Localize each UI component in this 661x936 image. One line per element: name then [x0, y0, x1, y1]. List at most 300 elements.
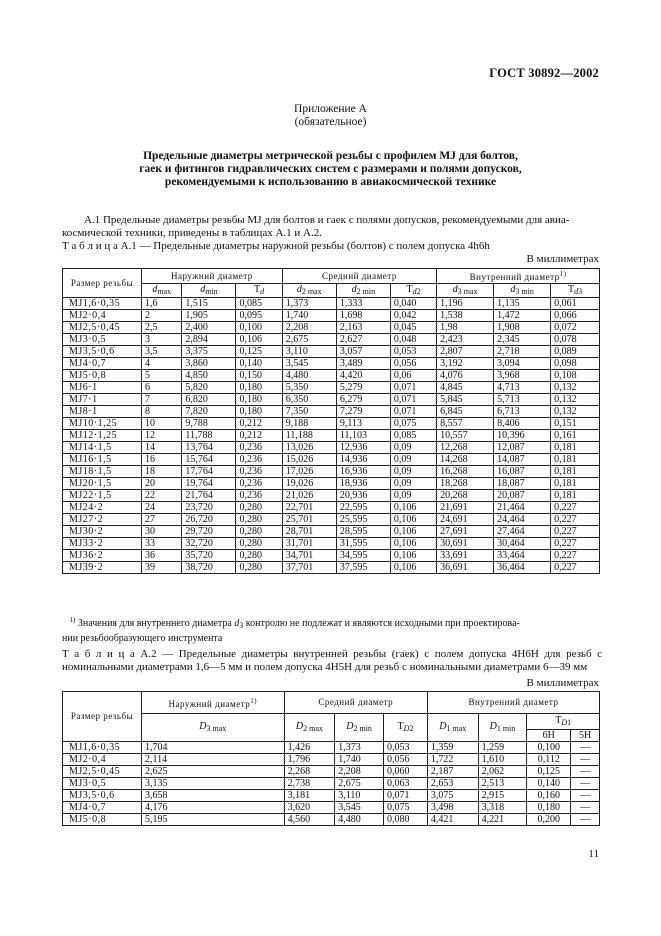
value-cell: 5,350: [282, 382, 336, 394]
col-td2: $T_{d2}$: [390, 284, 436, 298]
table-row: [63, 430, 600, 442]
value-cell: 31,595: [336, 538, 390, 550]
value-cell: —: [571, 790, 600, 802]
value-cell: 0,098: [551, 358, 600, 370]
value-cell: 14,087: [494, 454, 551, 466]
thread-size-cell: MJ3,5·0,6: [63, 790, 142, 802]
t2-col-size-header: Размер резьбы: [63, 692, 142, 742]
table-row: [63, 550, 600, 562]
value-cell: 33,691: [437, 550, 494, 562]
value-cell: 0,053: [390, 346, 436, 358]
value-cell: 5,845: [437, 394, 494, 406]
value-cell: 22,595: [336, 502, 390, 514]
value-cell: 7,350: [282, 406, 336, 418]
value-cell: 2,423: [437, 334, 494, 346]
value-cell: 0,236: [236, 442, 282, 454]
table-row: [63, 514, 600, 526]
table-row: [63, 298, 600, 310]
value-cell: 4,850: [182, 370, 236, 382]
value-cell: 2,400: [182, 322, 236, 334]
value-cell: 3,110: [282, 346, 336, 358]
value-cell: 3,5: [142, 346, 182, 358]
table-row: [63, 538, 600, 550]
value-cell: —: [571, 754, 600, 766]
value-cell: 6,350: [282, 394, 336, 406]
value-cell: 0,106: [390, 502, 436, 514]
thread-size-cell: MJ3,5·0,6: [63, 346, 142, 358]
t2-col-inner-header: Внутренний диаметр: [427, 692, 599, 714]
table1-units: В миллиметрах: [526, 253, 599, 265]
value-cell: 27,691: [437, 526, 494, 538]
value-cell: 0,280: [236, 526, 282, 538]
value-cell: 0,085: [236, 298, 282, 310]
value-cell: 0,227: [551, 538, 600, 550]
thread-size-cell: MJ6·1: [63, 382, 142, 394]
value-cell: 19,764: [182, 478, 236, 490]
intro-paragraph-line-2: космической техники, приведены в таблицах А.1 и А.2.: [62, 227, 322, 239]
value-cell: 2,5: [142, 322, 182, 334]
value-cell: 8,406: [494, 418, 551, 430]
value-cell: 3,375: [182, 346, 236, 358]
value-cell: 7,820: [182, 406, 236, 418]
thread-size-cell: MJ24·2: [63, 502, 142, 514]
value-cell: 0,280: [236, 562, 282, 574]
value-cell: 14,936: [336, 454, 390, 466]
value-cell: 2,894: [182, 334, 236, 346]
table-row: [63, 454, 600, 466]
value-cell: 0,100: [527, 742, 571, 754]
value-cell: 5,279: [336, 382, 390, 394]
value-cell: 0,132: [551, 406, 600, 418]
value-cell: 1,698: [336, 310, 390, 322]
value-cell: 16: [142, 454, 182, 466]
value-cell: 16,087: [494, 466, 551, 478]
col-outer-header: Наружний диаметр: [142, 269, 283, 284]
value-cell: 0,150: [236, 370, 282, 382]
value-cell: 22,701: [282, 502, 336, 514]
value-cell: 10: [142, 418, 182, 430]
value-cell: 8: [142, 406, 182, 418]
value-cell: 2,738: [284, 778, 335, 790]
value-cell: 0,060: [383, 766, 427, 778]
thread-size-cell: MJ3·0,5: [63, 334, 142, 346]
value-cell: 13,026: [282, 442, 336, 454]
value-cell: 4,560: [284, 814, 335, 826]
value-cell: 1,740: [282, 310, 336, 322]
value-cell: 5,820: [182, 382, 236, 394]
value-cell: 0,181: [551, 442, 600, 454]
value-cell: 15,026: [282, 454, 336, 466]
value-cell: 6: [142, 382, 182, 394]
value-cell: 0,280: [236, 514, 282, 526]
footnote-text-c: нии резьбообразующего инструмента: [62, 633, 223, 644]
value-cell: 15,764: [182, 454, 236, 466]
value-cell: 0,161: [551, 430, 600, 442]
value-cell: 9,113: [336, 418, 390, 430]
thread-size-cell: MJ39·2: [63, 562, 142, 574]
thread-size-cell: MJ2·0,4: [63, 310, 142, 322]
value-cell: 30,464: [494, 538, 551, 550]
value-cell: 1,740: [335, 754, 384, 766]
value-cell: 0,140: [236, 358, 282, 370]
value-cell: 1,6: [142, 298, 182, 310]
table-row: [63, 406, 600, 418]
t2-col-D2-max: $D_{2 max}$: [284, 714, 335, 742]
value-cell: 0,09: [390, 490, 436, 502]
table-row: [63, 754, 600, 766]
t2-col-D1-max: $D_{1 max}$: [427, 714, 478, 742]
col-d-min: $d_{min}$: [182, 284, 236, 298]
value-cell: 4,713: [494, 382, 551, 394]
t2-col-D3-max: $D_{3 max}$: [142, 714, 285, 742]
table-row: [63, 766, 600, 778]
value-cell: —: [571, 742, 600, 754]
table2-units: В миллиметрах: [526, 677, 599, 689]
col-td3: $T_{d3}$: [551, 284, 600, 298]
table-row: [63, 502, 600, 514]
thread-size-cell: MJ1,6·0,35: [63, 742, 142, 754]
value-cell: 17,026: [282, 466, 336, 478]
thread-size-cell: MJ5·0,8: [63, 370, 142, 382]
value-cell: 31,701: [282, 538, 336, 550]
value-cell: 0,125: [236, 346, 282, 358]
value-cell: 3,075: [427, 790, 478, 802]
appendix-status: (обязательное): [294, 116, 367, 128]
value-cell: 20: [142, 478, 182, 490]
value-cell: 13,764: [182, 442, 236, 454]
value-cell: 0,045: [390, 322, 436, 334]
value-cell: 4: [142, 358, 182, 370]
value-cell: 2,675: [282, 334, 336, 346]
value-cell: 0,227: [551, 550, 600, 562]
value-cell: 3,057: [336, 346, 390, 358]
value-cell: 0,106: [390, 526, 436, 538]
value-cell: 3,318: [478, 802, 527, 814]
value-cell: 2,208: [335, 766, 384, 778]
value-cell: 28,595: [336, 526, 390, 538]
value-cell: —: [571, 802, 600, 814]
value-cell: 1,359: [427, 742, 478, 754]
value-cell: 0,181: [551, 478, 600, 490]
footnote-text-b: контролю не подлежат и являются исходными при проектирова-: [245, 618, 520, 629]
value-cell: 5,713: [494, 394, 551, 406]
value-cell: 0,180: [527, 802, 571, 814]
page-number: 11: [588, 848, 599, 860]
value-cell: 0,075: [390, 418, 436, 430]
col-d3-min: $d_{3 min}$: [494, 284, 551, 298]
value-cell: 0,095: [236, 310, 282, 322]
value-cell: 36,464: [494, 562, 551, 574]
value-cell: 3,545: [282, 358, 336, 370]
value-cell: 2,163: [336, 322, 390, 334]
value-cell: 12,936: [336, 442, 390, 454]
value-cell: 0,089: [551, 346, 600, 358]
value-cell: 5,195: [142, 814, 285, 826]
value-cell: 0,075: [383, 802, 427, 814]
value-cell: 3,110: [335, 790, 384, 802]
value-cell: 0,106: [390, 562, 436, 574]
value-cell: 3,620: [284, 802, 335, 814]
value-cell: 0,106: [236, 334, 282, 346]
thread-size-cell: MJ4·0,7: [63, 802, 142, 814]
value-cell: 24,464: [494, 514, 551, 526]
value-cell: 12,087: [494, 442, 551, 454]
value-cell: —: [571, 778, 600, 790]
value-cell: 0,09: [390, 442, 436, 454]
value-cell: 16,936: [336, 466, 390, 478]
value-cell: 0,236: [236, 478, 282, 490]
value-cell: 11,188: [282, 430, 336, 442]
value-cell: 2: [142, 310, 182, 322]
value-cell: 4,845: [437, 382, 494, 394]
title-line-2: гаек и фитингов гидравлических систем с размерами и полями допусков,: [139, 163, 522, 175]
table-a2: [62, 691, 600, 826]
value-cell: 0,042: [390, 310, 436, 322]
value-cell: 1,905: [182, 310, 236, 322]
thread-size-cell: MJ2,5·0,45: [63, 322, 142, 334]
table-row: [63, 310, 600, 322]
value-cell: 7: [142, 394, 182, 406]
table-row: [63, 466, 600, 478]
value-cell: 3,545: [335, 802, 384, 814]
value-cell: 9,188: [282, 418, 336, 430]
value-cell: 0,09: [390, 466, 436, 478]
value-cell: 0,048: [390, 334, 436, 346]
value-cell: 30,691: [437, 538, 494, 550]
value-cell: 0,180: [236, 406, 282, 418]
thread-size-cell: MJ33·2: [63, 538, 142, 550]
value-cell: 0,071: [390, 406, 436, 418]
value-cell: 0,125: [527, 766, 571, 778]
value-cell: 36: [142, 550, 182, 562]
thread-size-cell: MJ30·2: [63, 526, 142, 538]
t2-col-6h: 6H: [527, 730, 571, 742]
value-cell: 33,464: [494, 550, 551, 562]
title-line-1: Предельные диаметры метрической резьбы с профилем MJ для болтов,: [143, 150, 518, 162]
value-cell: 0,212: [236, 430, 282, 442]
value-cell: 1,515: [182, 298, 236, 310]
value-cell: 1,373: [335, 742, 384, 754]
value-cell: 0,227: [551, 502, 600, 514]
value-cell: 3,860: [182, 358, 236, 370]
value-cell: 6,279: [336, 394, 390, 406]
value-cell: 3,498: [427, 802, 478, 814]
value-cell: 28,701: [282, 526, 336, 538]
value-cell: 37,595: [336, 562, 390, 574]
value-cell: 0,227: [551, 514, 600, 526]
value-cell: 0,053: [383, 742, 427, 754]
value-cell: 21,464: [494, 502, 551, 514]
value-cell: 12,268: [437, 442, 494, 454]
value-cell: 20,087: [494, 490, 551, 502]
value-cell: 1,259: [478, 742, 527, 754]
value-cell: 25,701: [282, 514, 336, 526]
value-cell: 0,212: [236, 418, 282, 430]
table-row: [63, 814, 600, 826]
thread-size-cell: MJ3·0,5: [63, 778, 142, 790]
value-cell: 32,720: [182, 538, 236, 550]
value-cell: 0,06: [390, 370, 436, 382]
value-cell: 22: [142, 490, 182, 502]
value-cell: 3,135: [142, 778, 285, 790]
value-cell: 1,135: [494, 298, 551, 310]
table-row: [63, 802, 600, 814]
value-cell: 2,675: [335, 778, 384, 790]
col-inner-note-mark: 1): [559, 270, 567, 278]
value-cell: 9,788: [182, 418, 236, 430]
value-cell: 0,080: [383, 814, 427, 826]
value-cell: 19,026: [282, 478, 336, 490]
value-cell: 21,026: [282, 490, 336, 502]
value-cell: 1,373: [282, 298, 336, 310]
table-row: [63, 346, 600, 358]
table-row: [63, 790, 600, 802]
value-cell: 2,062: [478, 766, 527, 778]
value-cell: 0,181: [551, 490, 600, 502]
table-row: [63, 394, 600, 406]
thread-size-cell: MJ8·1: [63, 406, 142, 418]
thread-size-cell: MJ5·0,8: [63, 814, 142, 826]
thread-size-cell: MJ22·1,5: [63, 490, 142, 502]
col-size-header: Размер резьбы: [63, 269, 142, 298]
value-cell: 37,701: [282, 562, 336, 574]
footnote-mark: 1): [69, 616, 76, 624]
value-cell: 1,538: [437, 310, 494, 322]
value-cell: 16,268: [437, 466, 494, 478]
value-cell: 24,691: [437, 514, 494, 526]
table-row: [63, 562, 600, 574]
value-cell: 0,140: [527, 778, 571, 790]
col-mid-header: Средний диаметр: [282, 269, 436, 284]
value-cell: 29,720: [182, 526, 236, 538]
value-cell: 0,181: [551, 454, 600, 466]
t2-col-outer-note-mark: 1): [250, 696, 258, 705]
value-cell: 3,181: [284, 790, 335, 802]
table-row: [63, 778, 600, 790]
table-row: [63, 478, 600, 490]
table-a1: [62, 268, 600, 574]
thread-size-cell: MJ18·1,5: [63, 466, 142, 478]
table-row: [63, 370, 600, 382]
value-cell: 3,968: [494, 370, 551, 382]
value-cell: 18: [142, 466, 182, 478]
value-cell: 18,936: [336, 478, 390, 490]
value-cell: 0,066: [551, 310, 600, 322]
thread-size-cell: MJ16·1,5: [63, 454, 142, 466]
thread-size-cell: MJ36·2: [63, 550, 142, 562]
value-cell: 0,180: [236, 394, 282, 406]
value-cell: 0,056: [390, 358, 436, 370]
value-cell: 0,063: [383, 778, 427, 790]
value-cell: 20,936: [336, 490, 390, 502]
t2-col-D2-min: $D_{2 min}$: [335, 714, 384, 742]
value-cell: 4,221: [478, 814, 527, 826]
table1-caption: Т а б л и ц а А.1 — Предельные диаметры наружной резьбы (болтов) с полем допуска 4h6h: [62, 240, 490, 252]
thread-size-cell: MJ1,6·0,35: [63, 298, 142, 310]
appendix-label: Приложение А: [294, 103, 367, 115]
col-d-max: $d_{max}$: [142, 284, 182, 298]
thread-size-cell: MJ7·1: [63, 394, 142, 406]
t2-col-outer-header: [142, 692, 285, 714]
value-cell: 14,268: [437, 454, 494, 466]
value-cell: 1,908: [494, 322, 551, 334]
value-cell: 2,345: [494, 334, 551, 346]
value-cell: 25,595: [336, 514, 390, 526]
value-cell: 0,280: [236, 538, 282, 550]
t2-col-TD2: $T_{D2}$: [383, 714, 427, 742]
thread-size-cell: MJ14·1,5: [63, 442, 142, 454]
table-row: [63, 322, 600, 334]
value-cell: 33: [142, 538, 182, 550]
value-cell: 4,421: [427, 814, 478, 826]
table-row: [63, 442, 600, 454]
value-cell: 1,796: [284, 754, 335, 766]
value-cell: 2,268: [284, 766, 335, 778]
value-cell: 0,112: [527, 754, 571, 766]
value-cell: 0,160: [527, 790, 571, 802]
col-inner-header-text: Внутренний диаметр: [469, 272, 560, 282]
thread-size-cell: MJ2·0,4: [63, 754, 142, 766]
value-cell: 0,132: [551, 394, 600, 406]
value-cell: 2,208: [282, 322, 336, 334]
value-cell: 2,187: [427, 766, 478, 778]
value-cell: 3,192: [437, 358, 494, 370]
value-cell: 18,087: [494, 478, 551, 490]
value-cell: 6,845: [437, 406, 494, 418]
value-cell: 0,061: [551, 298, 600, 310]
table1-footnote: $^{1)}$ Значения для внутреннего диаметра $d_3$ контролю не подлежат и являются исходными при проектирова- нии резьбообразующего инструмента: [62, 616, 520, 644]
value-cell: 2,114: [142, 754, 285, 766]
value-cell: 2,627: [336, 334, 390, 346]
value-cell: 35,720: [182, 550, 236, 562]
value-cell: 17,764: [182, 466, 236, 478]
value-cell: 1,426: [284, 742, 335, 754]
t2-col-mid-header: Средний диаметр: [284, 692, 427, 714]
footnote-text-a: Значения для внутреннего диаметра: [77, 618, 232, 629]
value-cell: 1,472: [494, 310, 551, 322]
value-cell: 2,915: [478, 790, 527, 802]
value-cell: 0,09: [390, 478, 436, 490]
col-d2-max: $d_{2 max}$: [282, 284, 336, 298]
value-cell: 0,071: [390, 382, 436, 394]
table-row: [63, 382, 600, 394]
value-cell: 27: [142, 514, 182, 526]
value-cell: 0,085: [390, 430, 436, 442]
value-cell: 1,610: [478, 754, 527, 766]
table-row: [63, 418, 600, 430]
value-cell: 4,176: [142, 802, 285, 814]
thread-size-cell: MJ27·2: [63, 514, 142, 526]
value-cell: 4,480: [282, 370, 336, 382]
value-cell: 4,420: [336, 370, 390, 382]
intro-paragraph-line-1: А.1 Предельные диаметры резьбы MJ для болтов и гаек с полями допусков, рекомендуемыми для авиа-: [84, 214, 570, 226]
value-cell: 0,071: [390, 394, 436, 406]
value-cell: 0,040: [390, 298, 436, 310]
value-cell: 2,653: [427, 778, 478, 790]
value-cell: 6,820: [182, 394, 236, 406]
t2-col-TD1: $T_{D1}$: [527, 714, 600, 730]
value-cell: 2,718: [494, 346, 551, 358]
col-d2-min: $d_{2 min}$: [336, 284, 390, 298]
value-cell: 1,333: [336, 298, 390, 310]
value-cell: 34,595: [336, 550, 390, 562]
value-cell: 0,056: [383, 754, 427, 766]
value-cell: 0,132: [551, 382, 600, 394]
table-row: [63, 490, 600, 502]
value-cell: 0,280: [236, 502, 282, 514]
thread-size-cell: MJ10·1,25: [63, 418, 142, 430]
value-cell: 6,713: [494, 406, 551, 418]
